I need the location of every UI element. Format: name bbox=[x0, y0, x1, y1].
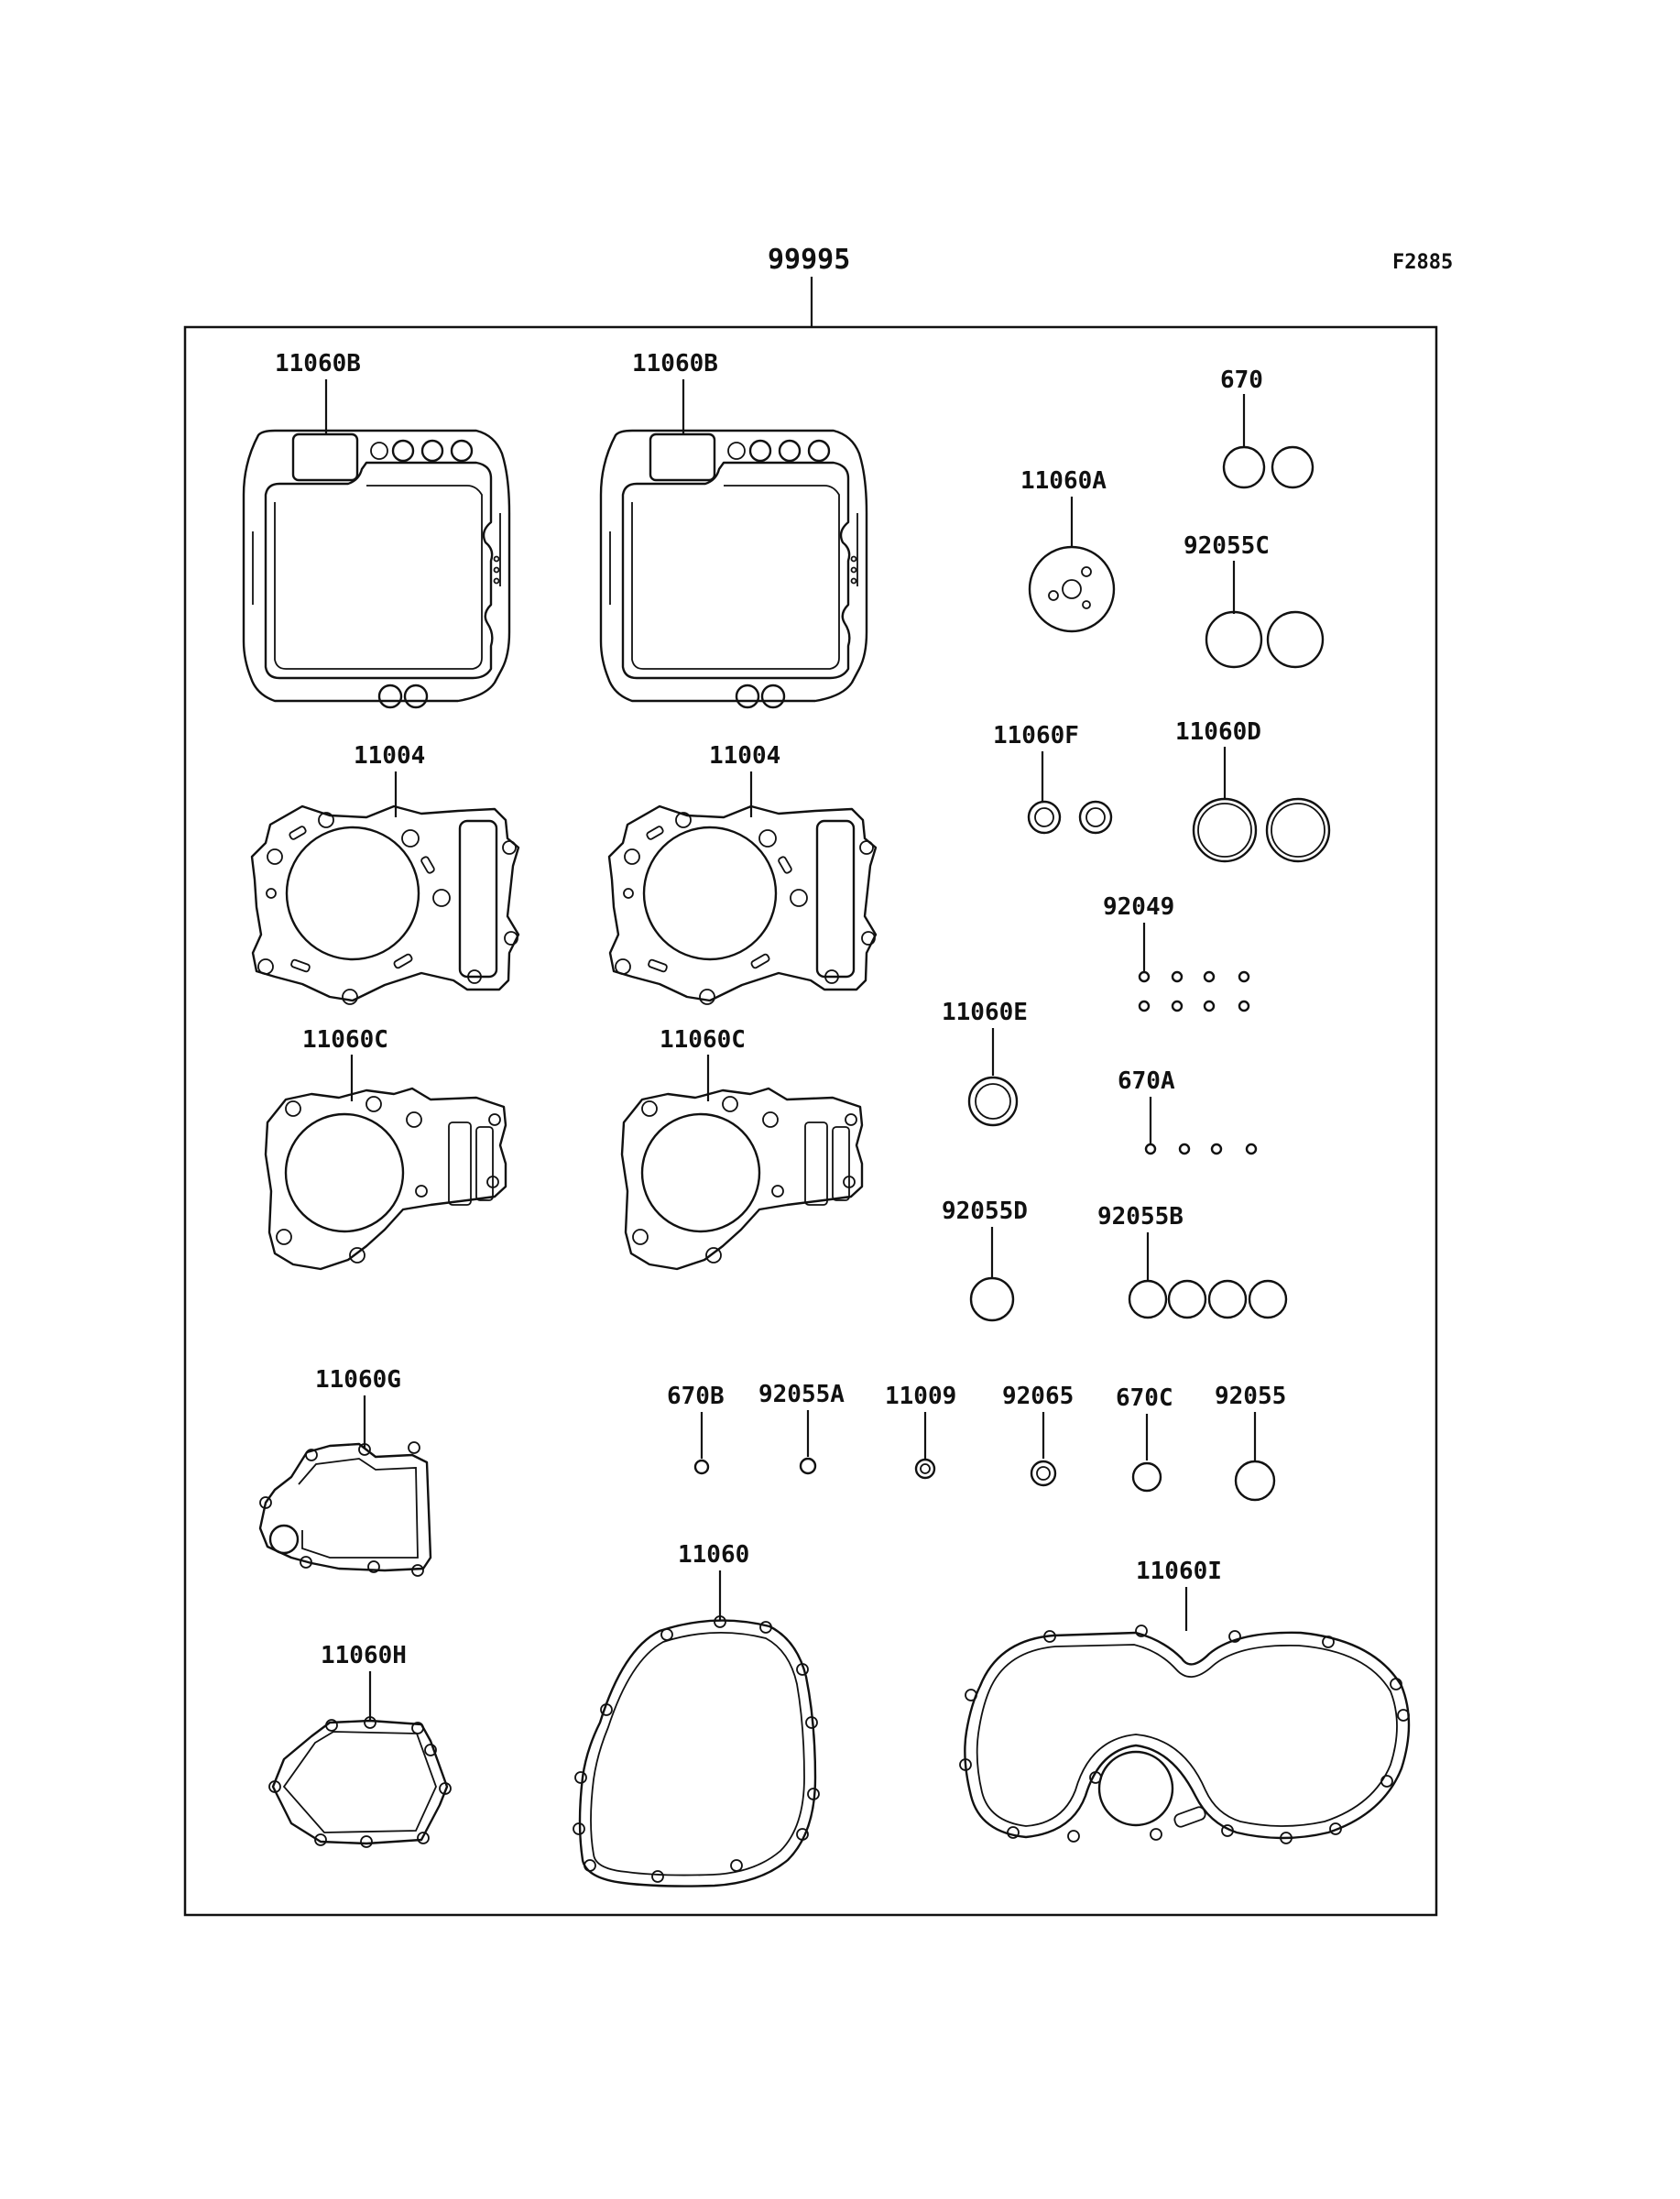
label-92055D: 92055D bbox=[942, 1198, 1028, 1225]
o-rings-92049 bbox=[1140, 972, 1249, 1011]
label-670: 670 bbox=[1220, 366, 1263, 394]
gasket-11004-left bbox=[252, 806, 518, 1004]
label-11060C-right: 11060C bbox=[660, 1026, 746, 1054]
gasket-11060A bbox=[1030, 547, 1114, 631]
label-11060B-left: 11060B bbox=[275, 350, 361, 377]
o-ring-670C bbox=[1133, 1463, 1161, 1491]
o-rings-92055B bbox=[1129, 1281, 1286, 1318]
label-670C: 670C bbox=[1116, 1384, 1173, 1412]
o-ring-670-b bbox=[1272, 447, 1313, 487]
ring-11060E bbox=[969, 1078, 1017, 1125]
label-670B: 670B bbox=[667, 1383, 725, 1410]
label-11060E: 11060E bbox=[942, 999, 1028, 1026]
o-ring-670-a bbox=[1224, 447, 1264, 487]
label-11060G: 11060G bbox=[315, 1366, 401, 1394]
gasket-11060H bbox=[269, 1717, 451, 1847]
label-11060: 11060 bbox=[678, 1541, 750, 1569]
label-11009: 11009 bbox=[885, 1383, 957, 1410]
label-92055A: 92055A bbox=[758, 1381, 845, 1408]
label-11060F: 11060F bbox=[993, 722, 1079, 749]
label-11060B-right: 11060B bbox=[632, 350, 718, 377]
gasket-11060G bbox=[260, 1442, 431, 1576]
label-11060C-left: 11060C bbox=[302, 1026, 388, 1054]
gasket-11060B-right bbox=[601, 431, 867, 707]
o-ring-92055A bbox=[801, 1459, 815, 1473]
label-11060I: 11060I bbox=[1136, 1558, 1222, 1585]
label-11004-right: 11004 bbox=[709, 742, 781, 770]
gasket-11060 bbox=[573, 1616, 819, 1887]
figure-code: F2885 bbox=[1392, 251, 1454, 274]
label-11060D: 11060D bbox=[1175, 718, 1261, 746]
gasket-11060C-left bbox=[266, 1089, 506, 1269]
label-11060H: 11060H bbox=[321, 1642, 407, 1669]
label-92055: 92055 bbox=[1215, 1383, 1287, 1410]
label-92049: 92049 bbox=[1103, 893, 1175, 921]
o-ring-92055C-b bbox=[1268, 612, 1323, 667]
ring-11060D bbox=[1194, 799, 1329, 861]
washer-11060F bbox=[1029, 802, 1111, 833]
label-92065: 92065 bbox=[1002, 1383, 1075, 1410]
gasket-11004-right bbox=[609, 806, 876, 1004]
label-92055B: 92055B bbox=[1097, 1203, 1184, 1231]
label-670A: 670A bbox=[1118, 1067, 1175, 1095]
washer-11009 bbox=[916, 1460, 934, 1478]
gasket-11060B-left bbox=[244, 431, 509, 707]
label-11060A: 11060A bbox=[1020, 467, 1107, 495]
gasket-11060C-right bbox=[622, 1089, 862, 1269]
washer-92065 bbox=[1031, 1461, 1055, 1485]
label-92055C: 92055C bbox=[1184, 532, 1270, 560]
o-ring-92055 bbox=[1236, 1461, 1274, 1500]
o-rings-670A bbox=[1146, 1144, 1256, 1154]
label-11004-left: 11004 bbox=[354, 742, 426, 770]
label-kit-99995: 99995 bbox=[768, 244, 851, 276]
gasket-11060I bbox=[960, 1625, 1409, 1843]
o-ring-92055D bbox=[971, 1278, 1013, 1320]
o-ring-670B bbox=[695, 1461, 708, 1473]
o-ring-92055C-a bbox=[1206, 612, 1261, 667]
